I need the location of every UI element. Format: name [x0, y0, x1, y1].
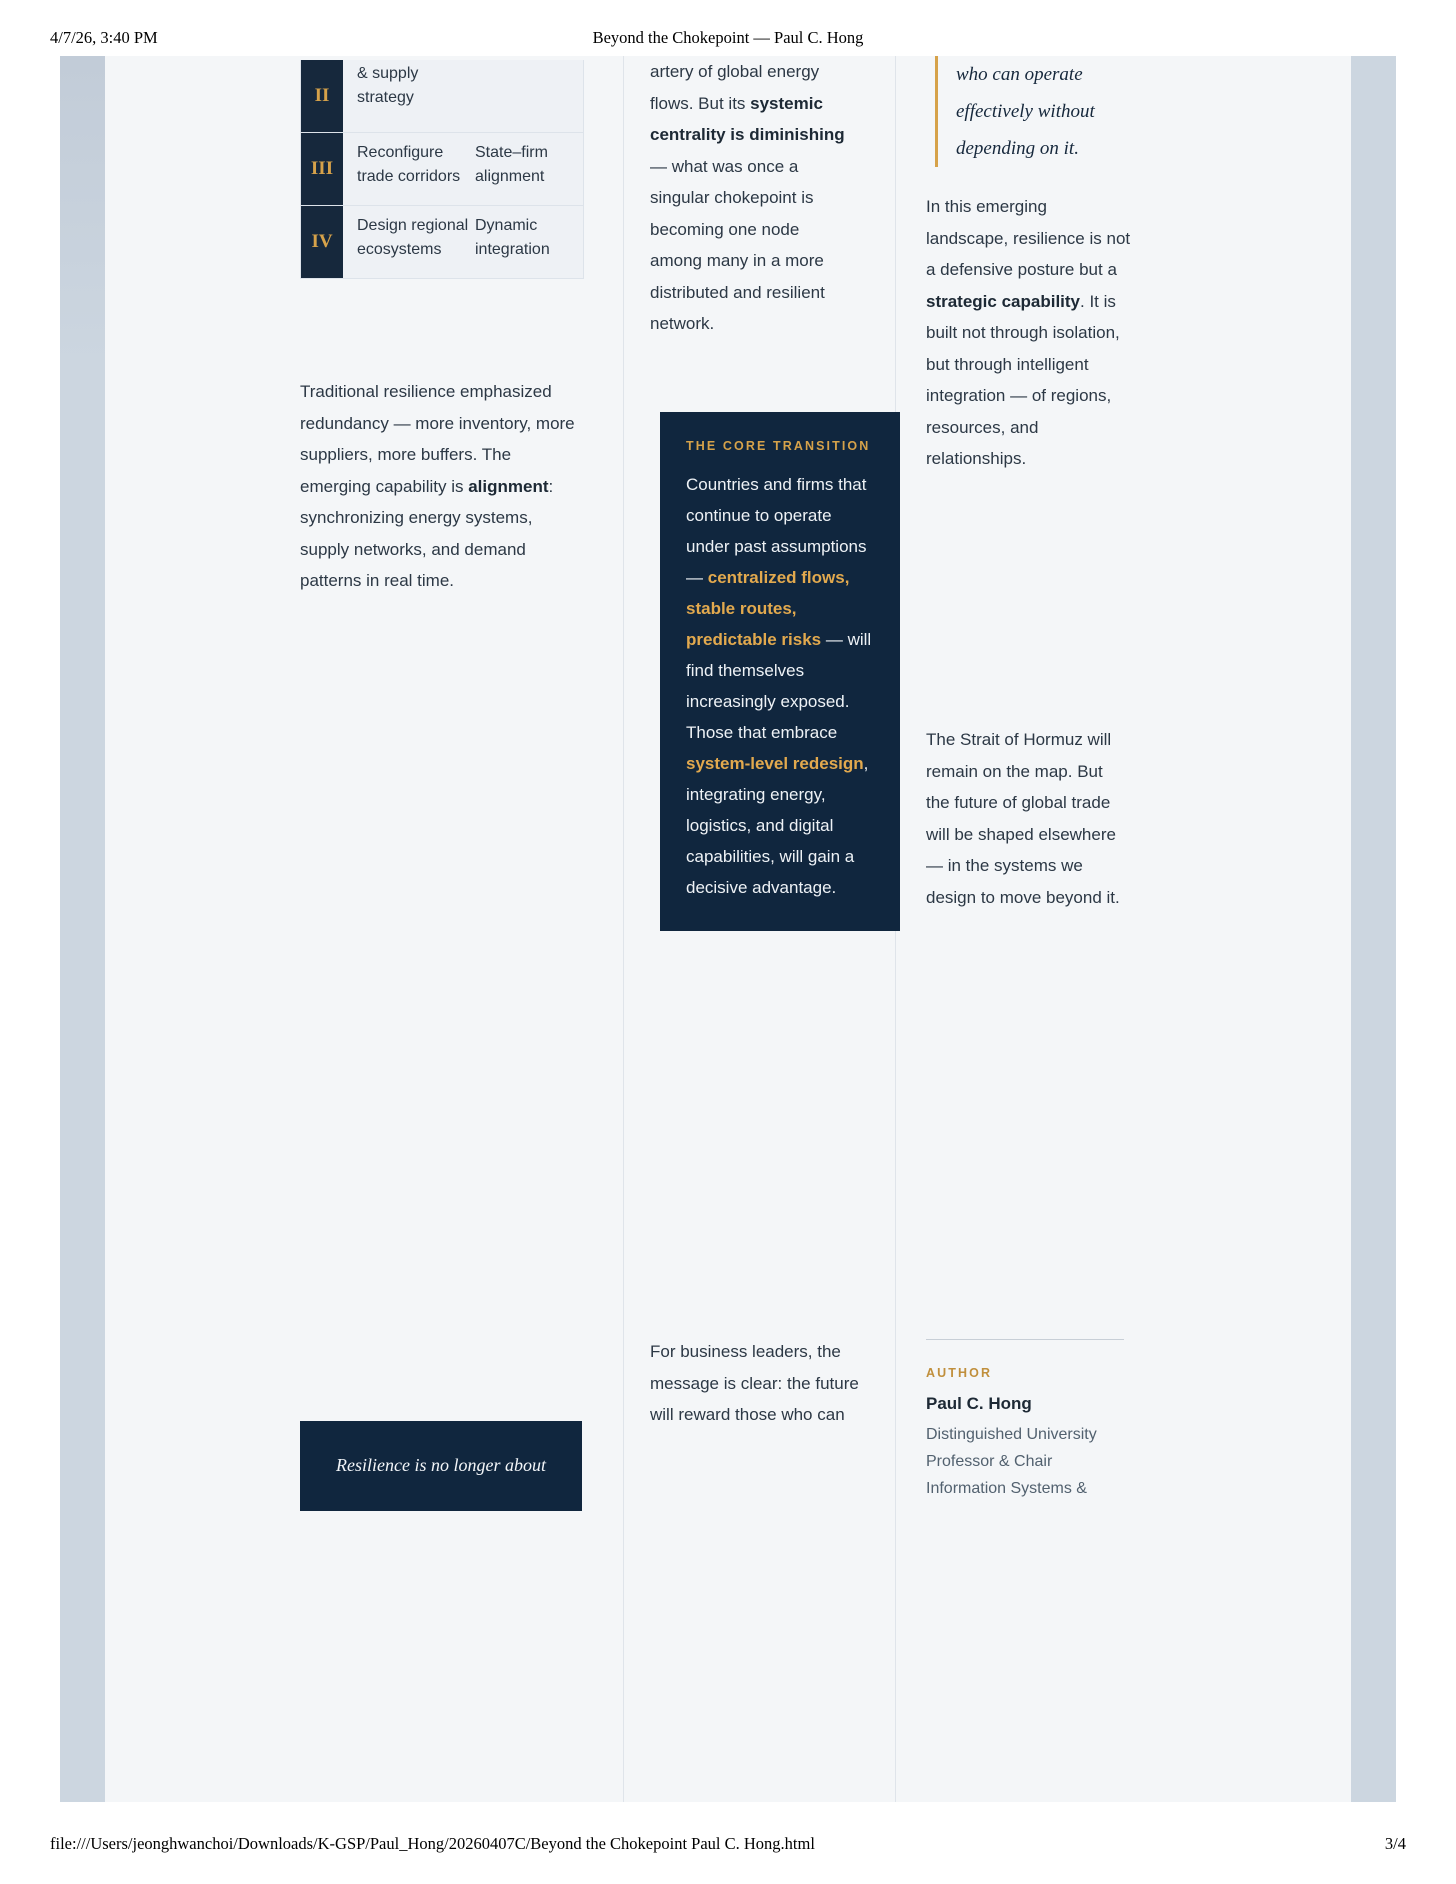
print-header-timestamp: 4/7/26, 3:40 PM — [50, 28, 158, 47]
print-footer — [0, 1834, 1456, 1856]
column-three-paragraph-two: The Strait of Hormuz will remain on the map. But the future of global trade will be shaped elsewhere — in the systems we design to move beyond it. — [926, 730, 1120, 907]
callout-text-3: , integrating energy, logistics, and digital capabilities, will gain a decisive advantage. — [686, 754, 869, 897]
table-cell-secondary: Dynamic integration — [475, 217, 550, 258]
callout-text-1: Countries and firms that continue to operate under past assumptions — — [686, 475, 867, 587]
p1-text-tail: . It is built not through isolation, but through intelligent integration — of regions, resources, and relationships. — [926, 291, 1120, 468]
framework-table — [300, 60, 584, 279]
lead-emphasis: systemic centrality is diminishing — [650, 93, 845, 144]
column-two-lead-paragraph — [650, 56, 850, 340]
table-row-cells — [343, 133, 583, 205]
p1-text-lead: In this emerging landscape, resilience is not a defensive posture but a — [926, 197, 1131, 279]
table-cell-primary: & supply strategy — [357, 65, 419, 106]
paragraph-text-tail: : synchronizing energy systems, supply networks, and demand patterns in real time. — [300, 476, 554, 590]
table-row-cells — [343, 206, 583, 278]
core-transition-callout — [660, 412, 900, 931]
print-footer-url: file:///Users/jeonghwanchoi/Downloads/K-GSP/Paul_Hong/20260407C/Beyond the Chokepoint Paul C. Hong.html — [50, 1834, 815, 1853]
column-three-paragraph-one — [926, 191, 1131, 475]
table-row — [301, 206, 583, 278]
table-row-cells — [343, 60, 583, 132]
callout-highlight-1: centralized flows, stable routes, predictable risks — [686, 568, 850, 649]
column-divider-1 — [623, 56, 624, 1802]
callout-highlight-2: system-level redesign — [686, 754, 864, 773]
column-one-paragraph — [300, 376, 582, 597]
column-two-tail-paragraph: For business leaders, the message is clear: the future will reward those who can — [650, 1342, 859, 1424]
table-row-numeral: IV — [301, 206, 343, 278]
table-cell-primary: Reconfigure trade corridors — [357, 144, 461, 185]
author-divider — [926, 1339, 1124, 1340]
lead-text: artery of global energy flows. But its — [650, 62, 820, 113]
column-three-pull-quote: who can operate effectively without depending on it. — [935, 56, 1156, 167]
print-header — [0, 28, 1456, 50]
table-row-numeral: II — [301, 60, 343, 132]
table-row-numeral: III — [301, 133, 343, 205]
p1-emphasis: strategic capability — [926, 291, 1081, 311]
author-kicker: AUTHOR — [926, 1366, 993, 1380]
table-cell-primary: Design regional ecosystems — [357, 217, 469, 258]
page-gutter-right — [1351, 56, 1396, 1802]
callout-text-2: — will find themselves increasingly exposed. Those that embrace — [686, 630, 872, 742]
table-cell-secondary: State–firm alignment — [475, 144, 548, 185]
table-row — [301, 60, 583, 133]
callout-kicker: THE CORE TRANSITION — [686, 439, 871, 453]
document-page — [60, 56, 1396, 1802]
print-header-title: Beyond the Chokepoint — Paul C. Hong — [592, 28, 864, 47]
lead-text-tail: — what was once a singular chokepoint is becoming one node among many in a more distributed and resilient network. — [650, 156, 825, 333]
author-name: Paul C. Hong — [926, 1394, 1032, 1413]
bottom-pull-quote: Resilience is no longer about — [300, 1421, 582, 1511]
author-role: Distinguished University Professor & Chair Information Systems & — [926, 1426, 1097, 1497]
page-content-area — [105, 56, 1351, 1802]
paragraph-emphasis: alignment — [468, 476, 549, 496]
print-footer-page-number: 3/4 — [1384, 1834, 1406, 1853]
table-cell-secondary — [475, 62, 573, 122]
callout-body — [686, 469, 876, 903]
paragraph-text-lead: Traditional resilience emphasized redundancy — more inventory, more suppliers, more buffers. The emerging capability is — [300, 382, 575, 496]
page-gutter-left — [60, 56, 105, 1802]
table-row — [301, 133, 583, 206]
